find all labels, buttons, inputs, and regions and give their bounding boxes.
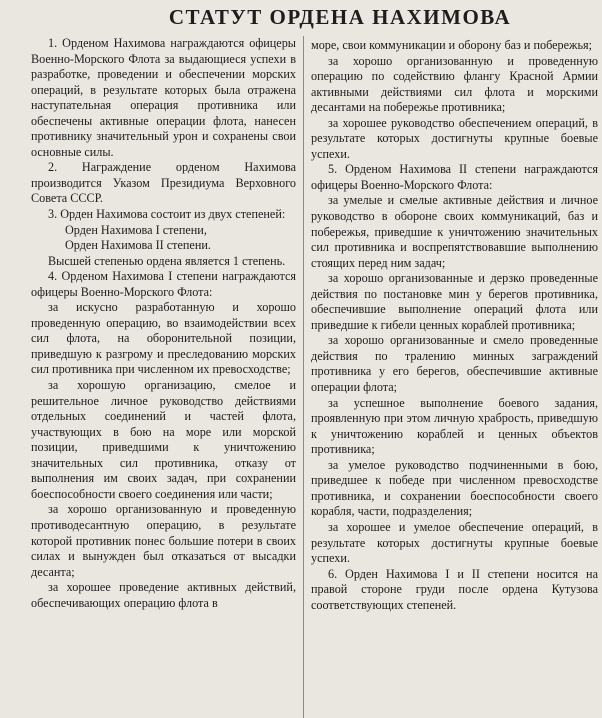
paragraph-4-clause-a: за искусно разработанную и хорошо проведенную операцию, во взаимодействии всех сил флота, на оборонительной позиции, приведшую к разгрому и преследованию морских сил противника при численном их превосходстве; xyxy=(31,300,296,377)
paragraph-2: 2. Награждение орденом Нахимова производится Указом Президиума Верховного Совета СССР. xyxy=(31,160,296,206)
paragraph-5-clause-d: за успешное выполнение боевого задания, проявленную при этом личную храбрость, приведшую к уничтожению кораблей и ценных объектов противника; xyxy=(311,395,598,457)
paragraph-4-clause-e: за хорошо организованную и проведенную операцию по содействию флангу Красной Армии активными действиями сил флота и морскими десантами на побережье противника; xyxy=(311,53,598,115)
paragraph-4-clause-d: за хорошее проведение активных действий, обеспечивающих операцию флота в xyxy=(31,580,296,610)
paragraph-3-highest-degree: Высшей степенью ордена является 1 степень. xyxy=(48,253,286,268)
paragraph-1: 1. Орденом Нахимова награждаются офицеры Военно-Морского Флота за выдающиеся успехи в разработке, проведении и обеспечении морских операций, в результате которых была отражена наступательная операция противника или обеспечены активные операции флота, нанесен противнику значительный урон и сохранены свои основные силы. xyxy=(31,36,296,159)
order-degree-1: Орден Нахимова I степени, xyxy=(65,222,207,237)
order-degree-2: Орден Нахимова II степени. xyxy=(65,238,211,253)
masthead-fragment xyxy=(22,2,92,24)
left-column xyxy=(31,36,296,718)
paragraph-5-clause-c: за хорошо организованные и смело проведенные действия по тралению минных заграждений противника у его берегов, обеспечившие активные операции флота; xyxy=(311,333,598,395)
paragraph-5-clause-e: за умелое руководство подчиненными в бою, приведшее к победе при численном превосходстве противника, и сохранении боеспособности своего корабля, части, подразделения; xyxy=(311,457,598,519)
paragraph-4-clause-f: за хорошее руководство обеспечением операций, в результате которых достигнуты крупные боевые успехи. xyxy=(311,115,598,161)
paragraph-5: 5. Орденом Нахимова II степени награждаются офицеры Военно-Морского Флота: xyxy=(311,162,598,192)
article-title: СТАТУТ ОРДЕНА НАХИМОВА xyxy=(168,5,512,29)
paragraph-3: 3. Орден Нахимова состоит из двух степеней: xyxy=(48,207,286,222)
paragraph-5-clause-b: за хорошо организованные и дерзко проведенные действия по постановке мин у берегов противника, обеспечившие выполнение операций флота или приведшие к гибели ценных кораблей противника; xyxy=(311,271,598,332)
column-divider xyxy=(303,36,304,718)
paragraph-5-clause-a: за умелые и смелые активные действия и личное руководство в обороне своих коммуникаций, баз и побережья, приведшие к уничтожению значительных сил противника и воспрепятствовавшие выполнению стоящих перед ним задач; xyxy=(311,193,598,270)
paragraph-4: 4. Орденом Нахимова I степени награждаются офицеры Военно-Морского Флота: xyxy=(31,269,296,299)
right-column xyxy=(311,38,598,718)
paragraph-6: 6. Орден Нахимова I и II степени носится на правой стороне груди после ордена Кутузова соответствующих степеней. xyxy=(311,566,598,612)
paragraph-4-clause-c: за хорошо организованную и проведенную противодесантную операцию, в результате которой противник понес большие потери в своих силах и вынужден был отказаться от высадки десанта; xyxy=(31,502,296,579)
continued-text: море, свои коммуникации и оборону баз и побережья; xyxy=(311,38,593,52)
paragraph-5-clause-f: за хорошее и умелое обеспечение операций, в результате которых достигнуты крупные боевые успехи. xyxy=(311,519,598,566)
paragraph-4-clause-b: за хорошую организацию, смелое и решительное личное руководство действиями отдельных соединений и частей флота, участвующих в бою на море или морской позиции, приведшими к уничтожению значительных сил противника, отказу от выполнения им своих задач, при сохранении боеспособности своего соединения или части; xyxy=(31,378,296,501)
